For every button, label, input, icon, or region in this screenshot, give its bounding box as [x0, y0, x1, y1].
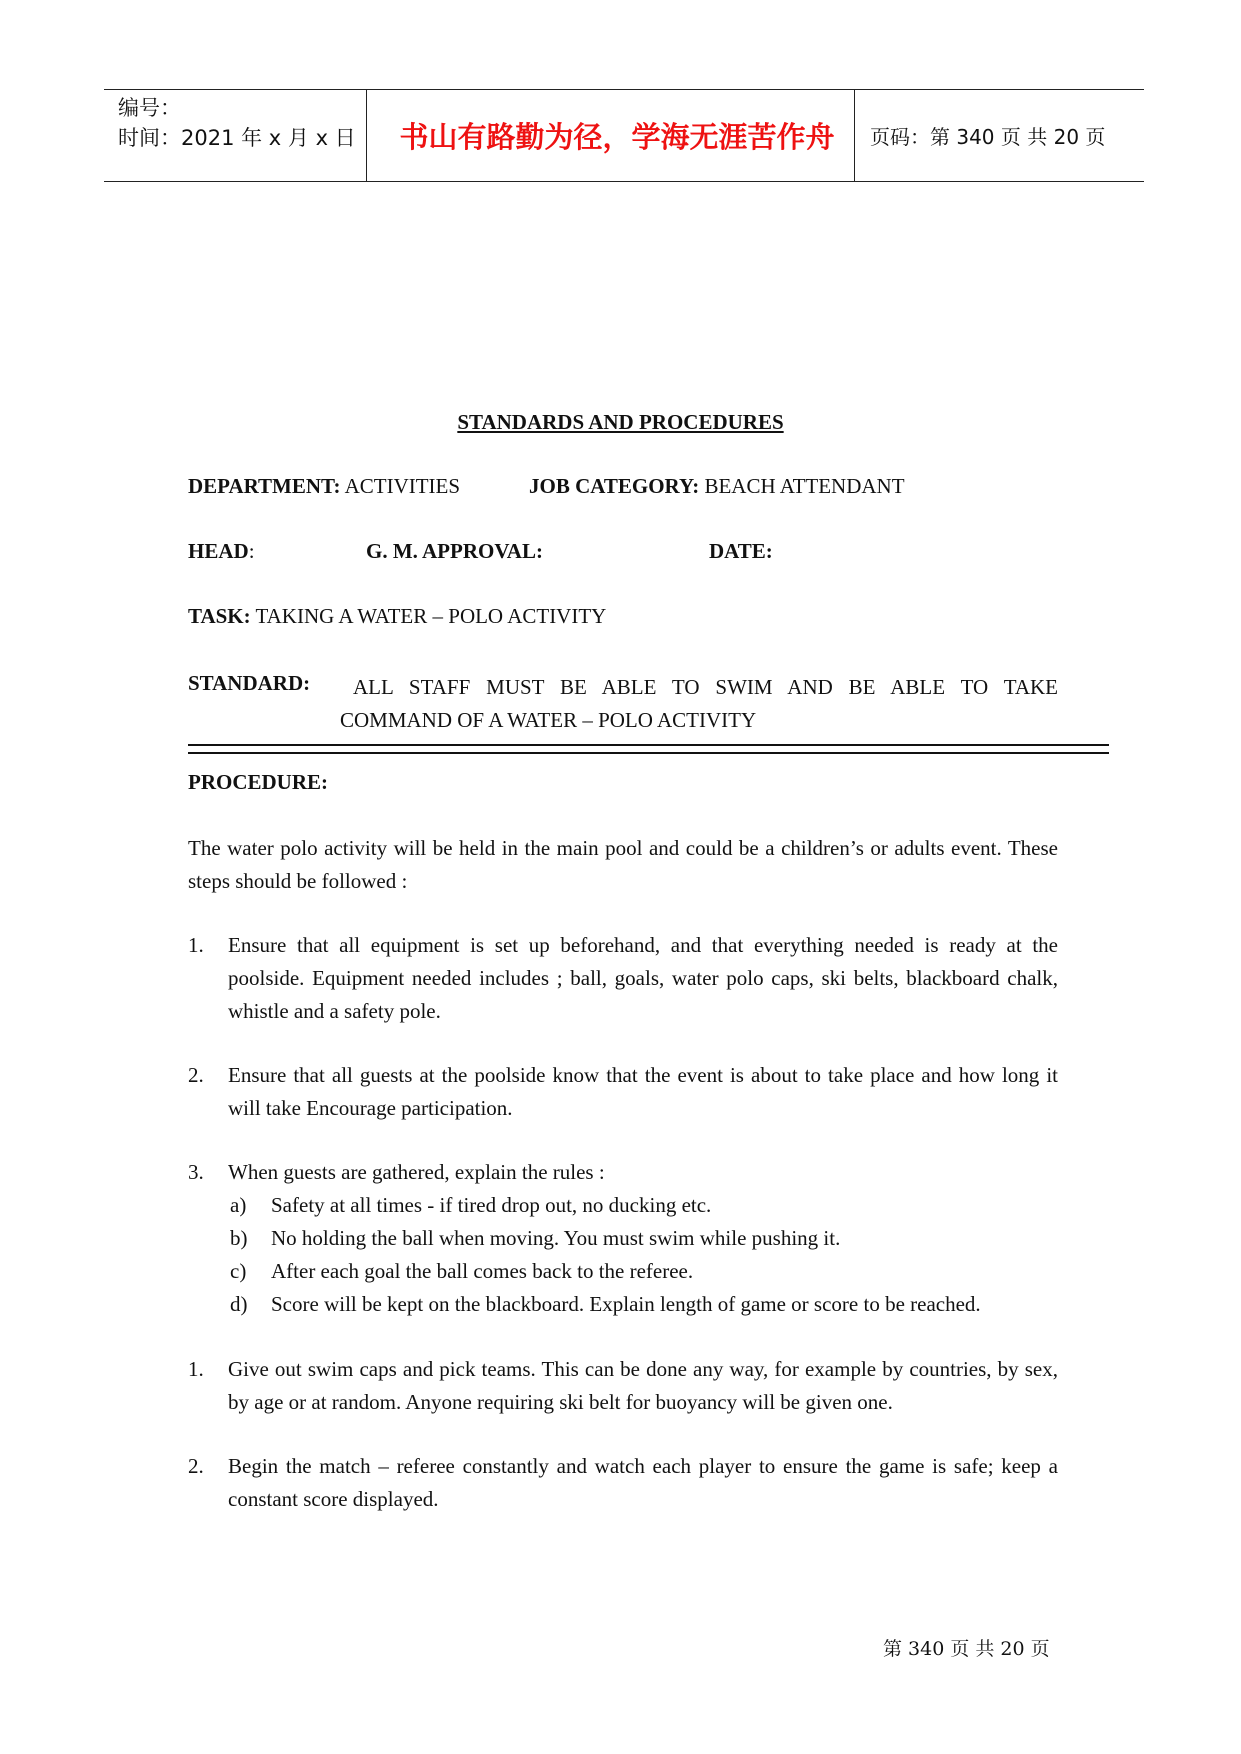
page-header [104, 89, 1144, 182]
procedure-step [188, 1353, 1058, 1419]
procedure-intro: The water polo activity will be held in the main pool and could be a children’s or adults event. These steps should be followed : [188, 836, 1058, 893]
header-page-info: 页码：第 340 页 共 20 页 [870, 125, 1106, 149]
standard-label: STANDARD: [188, 671, 311, 695]
rule-text: No holding the ball when moving. You must swim while pushing it. [271, 1226, 841, 1250]
rule-text: Score will be kept on the blackboard. Explain length of game or score to be reached. [271, 1292, 981, 1316]
job-category-label: JOB CATEGORY: [529, 474, 700, 498]
header-divider [366, 89, 367, 182]
standard-text [340, 671, 1058, 737]
rule-item [230, 1222, 1060, 1255]
department-row [188, 474, 460, 499]
date-field [709, 539, 773, 564]
rule-letter: b) [230, 1226, 248, 1250]
head-field [188, 539, 255, 564]
task-row [188, 604, 606, 629]
standard-line-2: COMMAND OF A WATER – POLO ACTIVITY [340, 708, 757, 732]
procedure-step [188, 1450, 1058, 1516]
section-double-rule [188, 744, 1109, 754]
rule-item [230, 1255, 1060, 1288]
date-label: DATE: [709, 539, 773, 563]
step-number: 2. [188, 1063, 204, 1087]
standard-line-1: ALL STAFF MUST BE ABLE TO SWIM AND BE ABLE TO TAKE [353, 675, 1058, 699]
gm-approval-label: G. M. APPROVAL: [366, 539, 543, 563]
rule-item [230, 1189, 1060, 1222]
rule-text: After each goal the ball comes back to the referee. [271, 1259, 694, 1283]
rule-item [230, 1288, 1060, 1321]
step-text: Ensure that all guests at the poolside know that the event is about to take place and how long it will take Encourage participation. [228, 1063, 1058, 1120]
department-label: DEPARTMENT: [188, 474, 341, 498]
header-time-label: 时间：2021 年 x 月 x 日 [118, 126, 356, 150]
head-label: HEAD [188, 539, 249, 563]
step-number: 1. [188, 933, 204, 957]
procedure-label: PROCEDURE: [188, 770, 328, 794]
header-meta [118, 93, 356, 153]
header-number-label: 编号： [118, 96, 181, 120]
step-text: Ensure that all equipment is set up beforehand, and that everything needed is ready at the poolside. Equipment needed includes ; ball, goals, water polo caps, ski belts, blackboard chalk, whistle and a safety pole. [228, 933, 1058, 1023]
header-motto: 书山有路勤为径，学海无涯苦作舟 [399, 120, 835, 154]
step-text: Give out swim caps and pick teams. This can be done any way, for example by countries, by sex, by age or at random. Anyone requiring ski belt for buoyancy will be given one. [228, 1357, 1058, 1414]
step-text: Begin the match – referee constantly and watch each player to ensure the game is safe; keep a constant score displayed. [228, 1454, 1058, 1511]
task-value: TAKING A WATER – POLO ACTIVITY [250, 604, 607, 628]
step-text: When guests are gathered, explain the rules : [228, 1160, 605, 1184]
step-number: 1. [188, 1357, 204, 1381]
job-category-value: BEACH ATTENDANT [699, 474, 905, 498]
gm-approval-field [366, 539, 543, 564]
rule-text: Safety at all times - if tired drop out, no ducking etc. [271, 1193, 712, 1217]
document-title: STANDARDS AND PROCEDURES [457, 410, 784, 434]
task-label: TASK: [188, 604, 251, 628]
procedure-step [188, 1156, 1058, 1189]
step-number: 3. [188, 1160, 204, 1184]
procedure-step [188, 1059, 1058, 1125]
rule-letter: a) [230, 1193, 247, 1217]
rule-letter: d) [230, 1292, 248, 1316]
job-category-row [529, 474, 905, 499]
step-number: 2. [188, 1454, 204, 1478]
head-colon: : [248, 539, 255, 563]
procedure-step [188, 929, 1058, 1028]
page-footer: 第 340 页 共 20 页 [883, 1638, 1050, 1660]
rule-letter: c) [230, 1259, 247, 1283]
department-value: ACTIVITIES [340, 474, 461, 498]
